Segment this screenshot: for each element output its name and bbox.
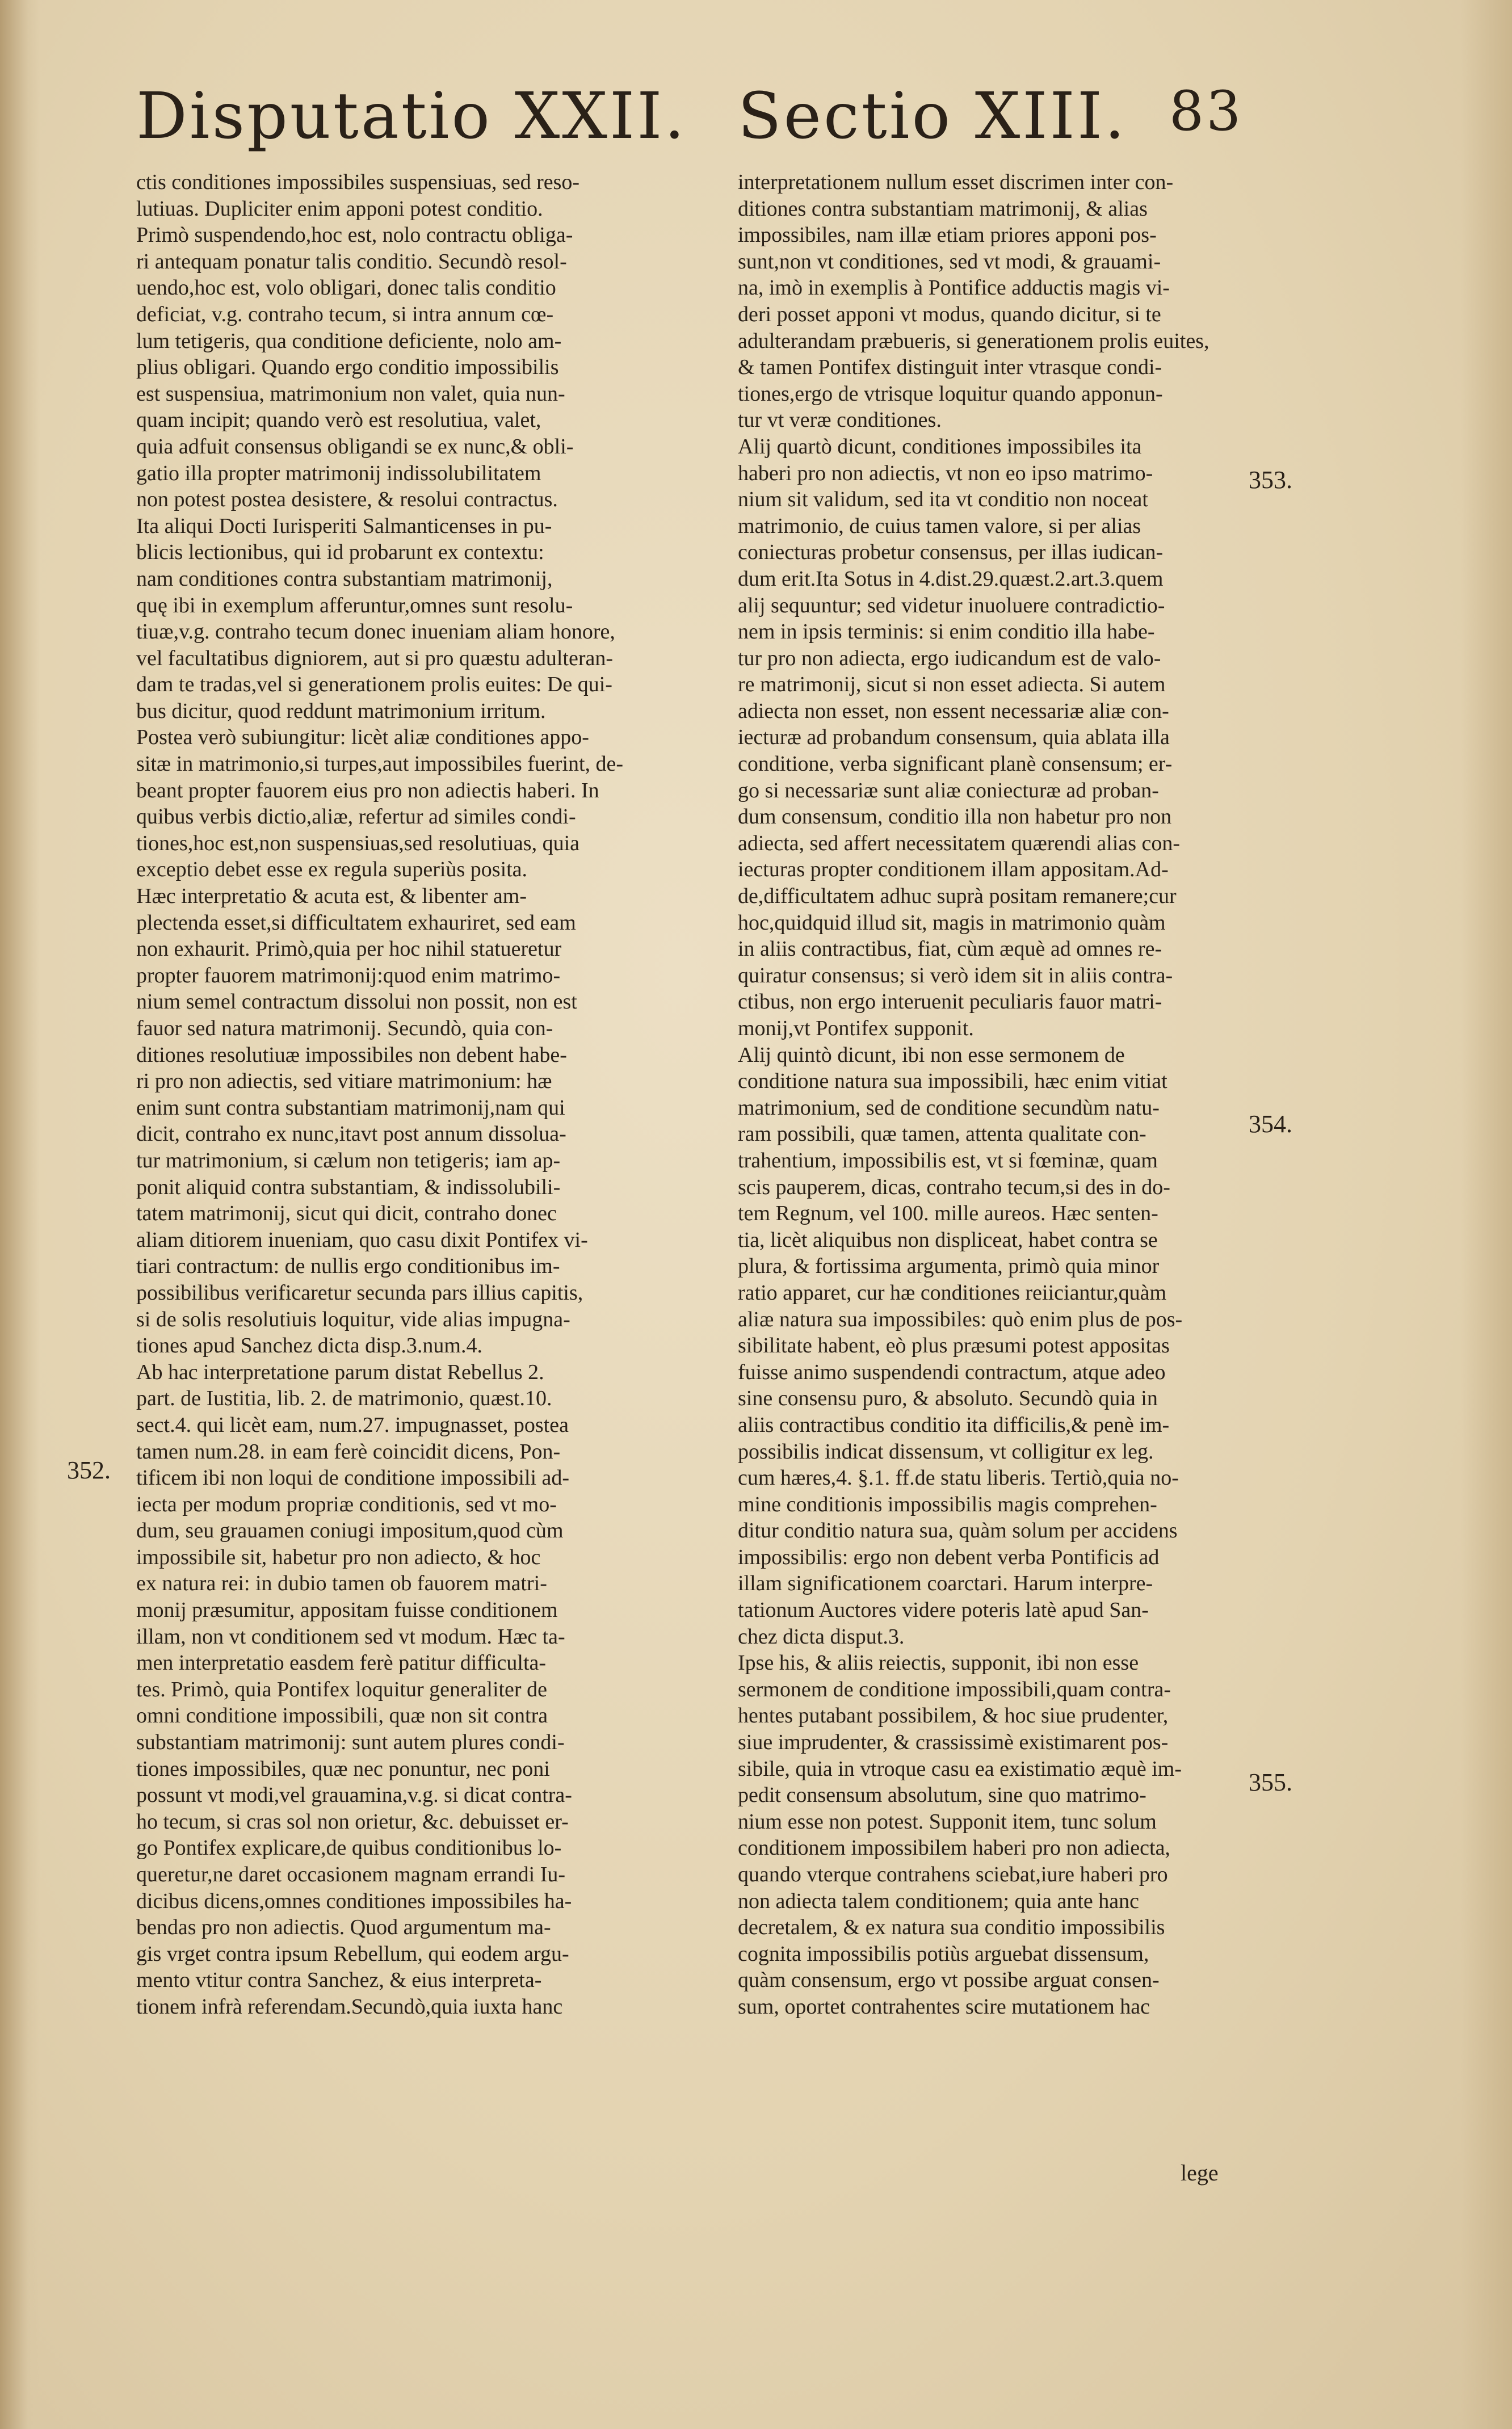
text-line: est suspensiua, matrimonium non valet, quia nun- — [136, 381, 565, 406]
text-line: sunt,non vt conditiones, sed vt modi, & grauami- — [738, 249, 1161, 274]
text-line: sibilitate habent, eò plus præsumi potest appositas — [738, 1334, 1170, 1358]
text-line: ponit aliquid contra substantiam, & indissolubili- — [136, 1175, 561, 1199]
text-line: sect.4. qui licèt eam, num.27. impugnasset, postea — [136, 1413, 569, 1437]
text-line: tionem infrà referendam.Secundò,quia iuxta hanc — [136, 1994, 563, 2019]
text-line: mine conditionis impossibilis magis comprehen- — [738, 1492, 1157, 1516]
text-line: dicibus dicens,omnes conditiones impossibiles ha- — [136, 1889, 572, 1913]
text-line: deri posset apponi vt modus, quando dicitur, si te — [738, 302, 1161, 326]
text-line: nium semel contractum dissolui non possit, non est — [136, 990, 577, 1014]
text-line: conditionem impossibilem haberi pro non adiecta, — [738, 1836, 1170, 1860]
marginal-number-353: 353. — [1249, 466, 1292, 494]
text-line: nium esse non potest. Supponit item, tunc solum — [738, 1809, 1157, 1834]
text-line: tia, licèt aliquibus non displiceat, habet contra se — [738, 1228, 1158, 1252]
text-line: Ipse his, & aliis reiectis, supponit, ibi non esse — [738, 1651, 1139, 1675]
text-line: uendo,hoc est, volo obligari, donec talis conditio — [136, 276, 556, 300]
text-line: quam incipit; quando verò est resolutiua, valet, — [136, 408, 541, 432]
text-line: impossibilis: ergo non debent verba Pontificis ad — [738, 1545, 1160, 1569]
text-line: & tamen Pontifex distinguit inter vtrasque condi- — [738, 355, 1162, 380]
text-line: possibilis indicat dissensum, vt colligitur ex leg. — [738, 1439, 1154, 1464]
text-line: impossibiles, nam illæ etiam priores apponi pos- — [738, 223, 1157, 247]
text-line: haberi pro non adiectis, vt non eo ipso matrimo- — [738, 461, 1153, 485]
text-line: Alij quintò dicunt, ibi non esse sermonem de — [738, 1043, 1125, 1067]
page-gutter-shadow — [0, 0, 40, 2429]
text-line: plius obligari. Quando ergo conditio impossibilis — [136, 355, 559, 380]
text-line: Hæc interpretatio & acuta est, & libenter am- — [136, 884, 527, 909]
text-line: tamen num.28. in eam ferè coincidit dicens, Pon- — [136, 1439, 561, 1464]
text-line: go Pontifex explicare,de quibus conditionibus lo- — [136, 1836, 562, 1860]
text-line: exceptio debet esse ex regula superiùs posita. — [136, 858, 528, 882]
text-line: ditur conditio natura sua, quàm solum per accidens — [738, 1519, 1178, 1543]
text-line: ram possibili, quæ tamen, attenta qualitate con- — [738, 1122, 1146, 1146]
text-line: possunt vt modi,vel grauamina,v.g. si dicat contra- — [136, 1783, 572, 1808]
text-line: dum, seu grauamen coniugi impositum,quod cùm — [136, 1519, 564, 1543]
text-line: cum hæres,4. §.1. ff.de statu liberis. Tertiò,quia no- — [738, 1466, 1179, 1490]
text-line: Ab hac interpretatione parum distat Rebellus 2. — [136, 1360, 544, 1384]
text-line: quando vterque contrahens sciebat,iure haberi pro — [738, 1863, 1168, 1886]
text-line: fauor sed natura matrimonij. Secundò, quia con- — [136, 1016, 553, 1040]
text-line: sitæ in matrimonio,si turpes,aut impossibiles fuerint, de- — [136, 752, 624, 776]
text-line: ex natura rei: in dubio tamen ob fauorem matri- — [136, 1571, 547, 1596]
text-line: sine consensu puro, & absoluto. Secundò quia in — [738, 1386, 1158, 1411]
text-line: sibile, quia in vtroque casu ea existimatio æquè im- — [738, 1756, 1182, 1781]
text-line: ctis conditiones impossibiles suspensiuas, sed reso- — [136, 170, 580, 194]
text-line: tiones,hoc est,non suspensiuas,sed resolutiuas, quia — [136, 831, 580, 855]
running-header-left: Disputatio XXII. — [136, 79, 687, 153]
catchword: lege — [1181, 2160, 1219, 2186]
text-line: tiones apud Sanchez dicta disp.3.num.4. — [136, 1334, 482, 1358]
marginal-number-352: 352. — [67, 1456, 111, 1484]
text-line: ctibus, non ergo interuenit peculiaris fauor matri- — [738, 990, 1162, 1014]
text-line: beant propter fauorem eius pro non adiectis haberi. In — [136, 778, 599, 802]
text-line: pedit consensum absolutum, sine quo matrimo- — [738, 1783, 1146, 1808]
text-line: sermonem de conditione impossibili,quam contra- — [738, 1677, 1171, 1701]
text-line: non potest postea desistere, & resolui contractus. — [136, 488, 558, 512]
text-line: cognita impossibilis potiùs arguebat dissensum, — [738, 1941, 1149, 1966]
text-line: nem in ipsis terminis: si enim conditio illa habe- — [738, 620, 1155, 644]
text-line: Primò suspendendo,hoc est, nolo contractu obliga- — [136, 223, 573, 247]
text-line: lum tetigeris, qua conditione deficiente, nolo am- — [136, 329, 562, 353]
page-edge-stain — [1461, 0, 1512, 2429]
text-line: enim sunt contra substantiam matrimonij,nam qui — [136, 1095, 565, 1120]
text-line: tiuæ,v.g. contraho tecum donec inueniam aliam honore, — [136, 620, 615, 644]
text-line: illam, non vt conditionem sed vt modum. Hæc ta- — [136, 1624, 565, 1649]
text-line: decretalem, & ex natura sua conditio impossibilis — [738, 1915, 1165, 1940]
text-line: si de solis resolutiuis loquitur, vide alias impugna- — [136, 1307, 570, 1331]
text-line: monij præsumitur, appositam fuisse conditionem — [136, 1598, 558, 1623]
text-line: interpretationem nullum esset discrimen inter con- — [738, 170, 1174, 194]
text-line: nium sit validum, sed ita vt conditio non noceat — [738, 488, 1148, 512]
text-line: nam conditiones contra substantiam matrimonij, — [136, 566, 553, 591]
text-line: fuisse animo suspendendi contractum, atque adeo — [738, 1360, 1166, 1384]
text-line: hoc,quidquid illud sit, magis in matrimonio quàm — [738, 910, 1166, 935]
text-line: queretur,ne daret occasionem magnam errandi Iu- — [136, 1863, 566, 1886]
text-line: bendas pro non adiectis. Quod argumentum ma- — [136, 1915, 551, 1940]
text-line: ri pro non adiectis, sed vitiare matrimonium: hæ — [136, 1069, 552, 1094]
text-line: deficiat, v.g. contraho tecum, si intra annum cœ- — [136, 302, 554, 326]
text-line: quia adfuit consensus obligandi se ex nunc,& obli- — [136, 434, 574, 459]
text-line: substantiam matrimonij: sunt autem plures condi- — [136, 1730, 565, 1755]
text-line: conditione natura sua impossibili, hæc enim vitiat — [738, 1069, 1167, 1094]
text-line: dum erit.Ita Sotus in 4.dist.29.quæst.2.art.3.quem — [738, 566, 1164, 591]
text-line: in aliis contractibus, fiat, cùm æquè ad omnes re- — [738, 937, 1162, 961]
text-line: iecta per modum propriæ conditionis, sed vt mo- — [136, 1492, 557, 1516]
text-line: aliam ditiorem inueniam, quo casu dixit Pontifex vi- — [136, 1228, 588, 1252]
text-line: gatio illa propter matrimonij indissolubilitatem — [136, 461, 541, 485]
text-line: tem Regnum, vel 100. mille aureos. Hæc senten- — [738, 1201, 1158, 1226]
text-line: gis vrget contra ipsum Rebellum, qui eodem argu- — [136, 1941, 569, 1966]
text-line: aliæ natura sua impossibiles: quò enim plus de pos- — [738, 1307, 1183, 1331]
text-line: part. de Iustitia, lib. 2. de matrimonio, quæst.10. — [136, 1386, 552, 1411]
text-line: quę ibi in exemplum afferuntur,omnes sunt resolu- — [136, 593, 573, 617]
text-line: non exhaurit. Primò,quia per hoc nihil statueretur — [136, 937, 562, 961]
text-line: quiratur consensus; si verò idem sit in aliis contra- — [738, 963, 1173, 987]
text-line: impossibile sit, habetur pro non adiecto, & hoc — [136, 1545, 541, 1569]
text-line: men interpretatio easdem ferè patitur difficulta- — [136, 1651, 547, 1675]
text-line: aliis contractibus conditio ita difficilis,& penè im- — [738, 1413, 1170, 1437]
text-line: matrimonium, sed de conditione secundùm natu- — [738, 1095, 1160, 1120]
text-line: bus dicitur, quod reddunt matrimonium irritum. — [136, 699, 546, 723]
text-line: adulterandam præbueris, si generationem prolis euites, — [738, 329, 1209, 353]
text-line: illam significationem coarctari. Harum interpre- — [738, 1571, 1153, 1596]
text-line: iecturæ ad probandum consensum, quia ablata illa — [738, 725, 1170, 750]
text-line: propter fauorem matrimonij:quod enim matrimo- — [136, 963, 561, 987]
text-line: plura, & fortissima argumenta, primò quia minor — [738, 1254, 1160, 1279]
text-line: tationum Auctores videre poteris latè apud San- — [738, 1598, 1149, 1623]
text-line: sum, oportet contrahentes scire mutationem hac — [738, 1994, 1150, 2019]
text-line: blicis lectionibus, qui id probarunt ex contextu: — [136, 540, 544, 565]
text-line: iecturas propter conditionem illam appositam.Ad- — [738, 858, 1169, 882]
text-line: dicit, contraho ex nunc,itavt post annum dissolua- — [136, 1122, 566, 1146]
text-line: adiecta, sed affert necessitatem quærendi alias con- — [738, 831, 1181, 855]
text-line: tiari contractum: de nullis ergo conditionibus im- — [136, 1254, 560, 1279]
left-text-column — [136, 169, 704, 2020]
right-text-column — [738, 169, 1246, 2020]
text-line: possibilibus verificaretur secunda pars illius capitis, — [136, 1280, 583, 1305]
page-number: 83 — [1169, 79, 1244, 143]
text-line: hentes putabant possibilem, & hoc siue prudenter, — [738, 1704, 1169, 1728]
text-line: de,difficultatem adhuc suprà positam remanere;cur — [738, 884, 1177, 909]
text-line: siue imprudenter, & crassissimè existimarent pos- — [738, 1730, 1169, 1755]
marginal-number-354: 354. — [1249, 1110, 1292, 1138]
text-line: tificem ibi non loqui de conditione impossibili ad- — [136, 1466, 570, 1490]
text-line: tiones,ergo de vtrisque loquitur quando apponun- — [738, 381, 1163, 406]
text-line: ho tecum, si cras sol non orietur, &c. debuisset er- — [136, 1809, 569, 1834]
text-line: non adiecta talem conditionem; quia ante hanc — [738, 1889, 1139, 1913]
text-line: tes. Primò, quia Pontifex loquitur generaliter de — [136, 1677, 547, 1701]
text-line: conditione, verba significant planè consensum; er- — [738, 752, 1173, 776]
text-line: alij sequuntur; sed videtur inuoluere contradictio- — [738, 593, 1165, 617]
text-line: vel facultatibus digniorem, aut si pro quæstu adulteran- — [136, 646, 614, 670]
text-line: trahentium, impossibilis est, vt si fœminæ, quam — [738, 1148, 1158, 1173]
marginal-number-355: 355. — [1249, 1768, 1292, 1796]
text-line: dum consensum, conditio illa non habetur pro non — [738, 805, 1172, 829]
text-line: quibus verbis dictio,aliæ, refertur ad similes condi- — [136, 805, 576, 829]
running-header-section: Sectio XIII. — [738, 79, 1127, 153]
text-line: mento vtitur contra Sanchez, & eius interpreta- — [136, 1968, 542, 1993]
text-line: scis pauperem, dicas, contraho tecum,si des in do- — [738, 1175, 1170, 1199]
text-line: omni conditione impossibili, quæ non sit contra — [136, 1704, 548, 1728]
text-line: na, imò in exemplis à Pontifice adductis magis vi- — [738, 276, 1170, 300]
text-line: Postea verò subiungitur: licèt aliæ conditiones appo- — [136, 725, 589, 750]
text-line: Ita aliqui Docti Iurisperiti Salmanticenses in pu- — [136, 514, 552, 538]
text-line: dam te tradas,vel si generationem prolis euites: De qui- — [136, 673, 612, 697]
text-line: go si necessariæ sunt aliæ coniecturæ ad proban- — [738, 778, 1159, 802]
text-line: matrimonio, de cuius tamen valore, si per alias — [738, 514, 1141, 538]
text-line: monij,vt Pontifex supponit. — [738, 1016, 974, 1040]
text-line: ditiones resolutiuæ impossibiles non debent habe- — [136, 1043, 567, 1067]
text-line: ditiones contra substantiam matrimonij, & alias — [738, 196, 1148, 221]
text-line: tur pro non adiecta, ergo iudicandum est de valo- — [738, 646, 1161, 670]
text-line: adiecta non esset, non essent necessariæ aliæ con- — [738, 699, 1169, 723]
text-line: ri antequam ponatur talis conditio. Secundò resol- — [136, 249, 567, 274]
text-line: plectenda esset,si difficultatem exhauriret, sed eam — [136, 910, 576, 935]
text-line: tiones impossibiles, quæ nec ponuntur, nec poni — [136, 1756, 550, 1781]
text-line: chez dicta disput.3. — [738, 1624, 905, 1649]
text-line: tur vt veræ conditiones. — [738, 408, 942, 432]
text-line: Alij quartò dicunt, conditiones impossibiles ita — [738, 434, 1142, 459]
text-line: lutiuas. Dupliciter enim apponi potest conditio. — [136, 196, 543, 221]
text-line: coniecturas probetur consensus, per illas iudican- — [738, 540, 1164, 565]
text-line: quàm consensum, ergo vt possibe arguat consen- — [738, 1968, 1160, 1993]
text-line: ratio apparet, cur hæ conditiones reiiciantur,quàm — [738, 1280, 1167, 1305]
text-line: re matrimonij, sicut si non esset adiecta. Si autem — [738, 673, 1166, 697]
text-line: tatem matrimonij, sicut qui dicit, contraho donec — [136, 1201, 557, 1226]
text-line: tur matrimonium, si cælum non tetigeris; iam ap- — [136, 1148, 561, 1173]
